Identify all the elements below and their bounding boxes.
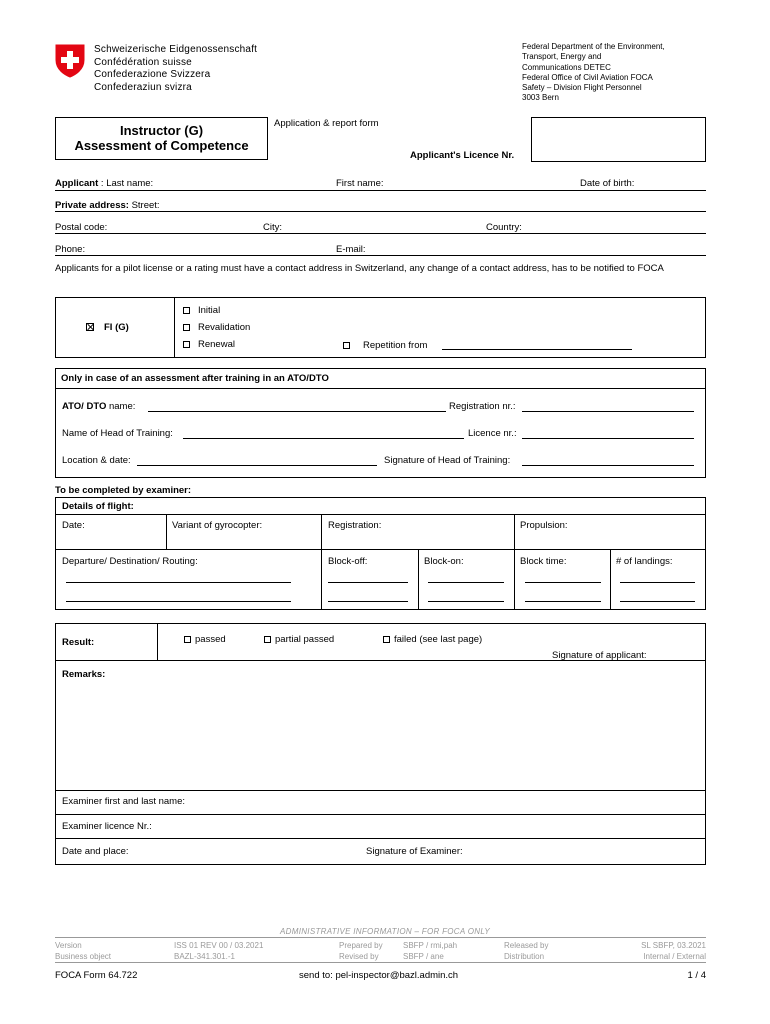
ato-registration-label: Registration nr.: xyxy=(449,401,516,412)
flight-block-time-label: Block time: xyxy=(520,556,567,567)
fi-label: FI (G) xyxy=(104,322,129,333)
checked-box-icon[interactable] xyxy=(86,323,94,331)
remarks-label: Remarks: xyxy=(62,669,106,680)
revalidation-label: Revalidation xyxy=(198,322,251,333)
admin-business: Business object xyxy=(55,952,112,961)
block-off-line[interactable] xyxy=(328,601,408,602)
office-line: Federal Department of the Environment, xyxy=(522,42,665,51)
repetition-option[interactable] xyxy=(343,340,427,351)
swiss-coat-of-arms xyxy=(55,44,85,78)
ato-licence-line[interactable] xyxy=(522,438,694,439)
fi-option[interactable] xyxy=(86,322,129,333)
office-address xyxy=(522,42,665,104)
location-date-line[interactable] xyxy=(137,465,377,466)
confed-it: Confederazione Svizzera xyxy=(94,69,211,80)
confed-rm: Confederaziun svizra xyxy=(94,81,192,93)
office-line: Safety – Division Flight Personnel xyxy=(522,83,642,93)
admin-col-3 xyxy=(339,940,383,962)
flight-col-divider xyxy=(321,514,322,610)
checkbox-icon[interactable] xyxy=(343,342,350,349)
renewal-label: Renewal xyxy=(198,339,235,350)
phone-label: Phone: xyxy=(55,244,86,255)
address-line[interactable] xyxy=(55,211,706,212)
examiner-section-heading: To be completed by examiner: xyxy=(55,485,192,496)
confederation-names xyxy=(94,44,257,94)
admin-iss: ISS 01 REV 00 / 03.2021 xyxy=(174,941,264,950)
ato-heading-line xyxy=(55,388,706,389)
flight-routing-label: Departure/ Destination/ Routing: xyxy=(62,556,198,567)
admin-sl: SL SBFP, 03.2021 xyxy=(641,941,706,950)
initial-label: Initial xyxy=(198,305,221,316)
office-line: Federal Office of Civil Aviation FOCA xyxy=(522,72,653,82)
confed-de: Schweizerische Eidgenossenschaft xyxy=(94,44,258,55)
title-line-2: Assessment of Competence xyxy=(74,138,249,153)
street-label: Street: xyxy=(131,200,160,211)
checkbox-icon[interactable] xyxy=(183,341,190,348)
initial-option[interactable] xyxy=(183,305,220,316)
examiner-signature-label: Signature of Examiner: xyxy=(366,846,463,857)
last-name-label: : Last name: xyxy=(100,178,154,189)
admin-revised-value: SBFP / ane xyxy=(403,952,444,961)
confed-fr: Confédération suisse xyxy=(94,56,192,68)
flight-col-divider xyxy=(514,514,515,610)
examiner-date-line xyxy=(55,838,706,839)
passed-label: passed xyxy=(195,634,226,645)
result-divider xyxy=(157,623,158,660)
ato-heading: Only in case of an assessment after training in an ATO/DTO xyxy=(61,373,329,384)
repetition-line[interactable] xyxy=(442,349,632,350)
examiner-name-label: Examiner first and last name: xyxy=(62,796,186,807)
admin-version: Version xyxy=(55,941,82,950)
ato-prefix: ATO/ DTO xyxy=(62,401,107,412)
title-line-1: Instructor (G) xyxy=(119,123,204,138)
dob-label: Date of birth: xyxy=(580,178,635,189)
send-to: send to: pel-inspector@bazl.admin.ch xyxy=(299,970,459,981)
form-number: FOCA Form 64.722 xyxy=(55,970,138,981)
checkbox-icon[interactable] xyxy=(383,636,390,643)
applicant-line[interactable] xyxy=(55,190,706,191)
renewal-option[interactable] xyxy=(183,339,235,350)
admin-line xyxy=(55,937,706,938)
flight-block-off-label: Block-off: xyxy=(328,556,368,567)
admin-col-2 xyxy=(174,940,263,962)
admin-heading: ADMINISTRATIVE INFORMATION – FOR FOCA ONLY xyxy=(280,927,490,936)
office-line: 3003 Bern xyxy=(522,93,559,103)
routing-line[interactable] xyxy=(66,601,291,602)
failed-option[interactable] xyxy=(383,634,482,645)
office-line: Transport, Energy and xyxy=(522,52,602,62)
phone-line[interactable] xyxy=(55,255,706,256)
landings-line[interactable] xyxy=(620,582,695,583)
repetition-label: Repetition from xyxy=(363,340,428,351)
block-off-line[interactable] xyxy=(328,582,408,583)
contact-notice: Applicants for a pilot license or a rating must have a contact address in Switzerland, any change of a contact address, has to be notified to FOCA xyxy=(55,263,664,274)
examiner-name-line xyxy=(55,790,706,791)
landings-line[interactable] xyxy=(620,601,695,602)
checkbox-icon[interactable] xyxy=(184,636,191,643)
ato-registration-line[interactable] xyxy=(522,411,694,412)
admin-col-4 xyxy=(403,940,457,962)
checkbox-icon[interactable] xyxy=(183,324,190,331)
flight-row-line xyxy=(55,549,706,550)
head-training-label: Name of Head of Training: xyxy=(62,428,173,439)
ato-licence-label: Licence nr.: xyxy=(468,428,517,439)
head-signature-line[interactable] xyxy=(522,465,694,466)
title-box xyxy=(55,117,268,160)
flight-block-on-label: Block-on: xyxy=(424,556,464,567)
flight-registration-label: Registration: xyxy=(328,520,382,531)
flight-heading: Details of flight: xyxy=(62,501,134,512)
routing-line[interactable] xyxy=(66,582,291,583)
block-time-line[interactable] xyxy=(525,582,601,583)
remarks-area[interactable] xyxy=(60,683,700,783)
applicant-signature-label: Signature of applicant: xyxy=(552,650,647,661)
head-signature-label: Signature of Head of Training: xyxy=(384,455,511,466)
applicant-label: Applicant xyxy=(55,178,99,189)
head-training-line[interactable] xyxy=(183,438,464,439)
office-line: Communications DETEC xyxy=(522,62,611,72)
block-on-line[interactable] xyxy=(428,582,504,583)
options-divider xyxy=(174,297,175,358)
checkbox-icon[interactable] xyxy=(183,307,190,314)
admin-distribution: Distribution xyxy=(504,952,545,961)
email-label: E-mail: xyxy=(336,244,366,255)
applicant-row xyxy=(55,178,153,189)
address-label: Private address: xyxy=(55,200,129,211)
flight-date-label: Date: xyxy=(62,520,85,531)
country-label: Country: xyxy=(486,222,522,233)
admin-prepared-value: SBFP / rmi,pah xyxy=(403,941,458,950)
flight-col-divider xyxy=(166,514,167,549)
postal-line[interactable] xyxy=(55,233,706,234)
examiner-licence-label: Examiner licence Nr.: xyxy=(62,821,152,832)
admin-line-bottom xyxy=(55,962,706,963)
admin-col-5 xyxy=(504,940,548,962)
flight-heading-line xyxy=(55,514,706,515)
ato-box xyxy=(55,368,706,478)
revalidation-option[interactable] xyxy=(183,322,250,333)
result-label: Result: xyxy=(62,637,95,648)
examiner-date-label: Date and place: xyxy=(62,846,129,857)
admin-released: Released by xyxy=(504,941,549,950)
licence-number-field[interactable] xyxy=(531,117,706,162)
postal-label: Postal code: xyxy=(55,222,108,233)
admin-col-6 xyxy=(600,940,706,962)
flight-col-divider xyxy=(610,549,611,610)
admin-bazl: BAZL-341.301.-1 xyxy=(174,952,235,961)
partial-label: partial passed xyxy=(275,634,335,645)
ato-name-label: name: xyxy=(108,401,136,412)
flight-propulsion-label: Propulsion: xyxy=(520,520,568,531)
admin-internal: Internal / External xyxy=(643,952,706,961)
flight-variant-label: Variant of gyrocopter: xyxy=(172,520,263,531)
passed-option[interactable] xyxy=(184,634,226,645)
form-type: Application & report form xyxy=(274,118,379,129)
partial-option[interactable] xyxy=(264,634,334,645)
checkbox-icon[interactable] xyxy=(264,636,271,643)
city-label: City: xyxy=(263,222,282,233)
ato-name-row xyxy=(62,401,135,412)
block-on-line[interactable] xyxy=(428,601,504,602)
block-time-line[interactable] xyxy=(525,601,601,602)
admin-col-1 xyxy=(55,940,111,962)
flight-landings-label: # of landings: xyxy=(616,556,673,567)
failed-label: failed (see last page) xyxy=(394,634,483,645)
flight-col-divider xyxy=(418,549,419,610)
page-number: 1 / 4 xyxy=(687,970,706,981)
location-date-label: Location & date: xyxy=(62,455,131,466)
examiner-licence-line xyxy=(55,814,706,815)
licence-label: Applicant's Licence Nr. xyxy=(410,150,515,161)
address-row xyxy=(55,200,160,211)
admin-prepared: Prepared by xyxy=(339,941,383,950)
first-name-label: First name: xyxy=(336,178,384,189)
admin-revised: Revised by xyxy=(339,952,379,961)
ato-name-line[interactable] xyxy=(148,411,446,412)
